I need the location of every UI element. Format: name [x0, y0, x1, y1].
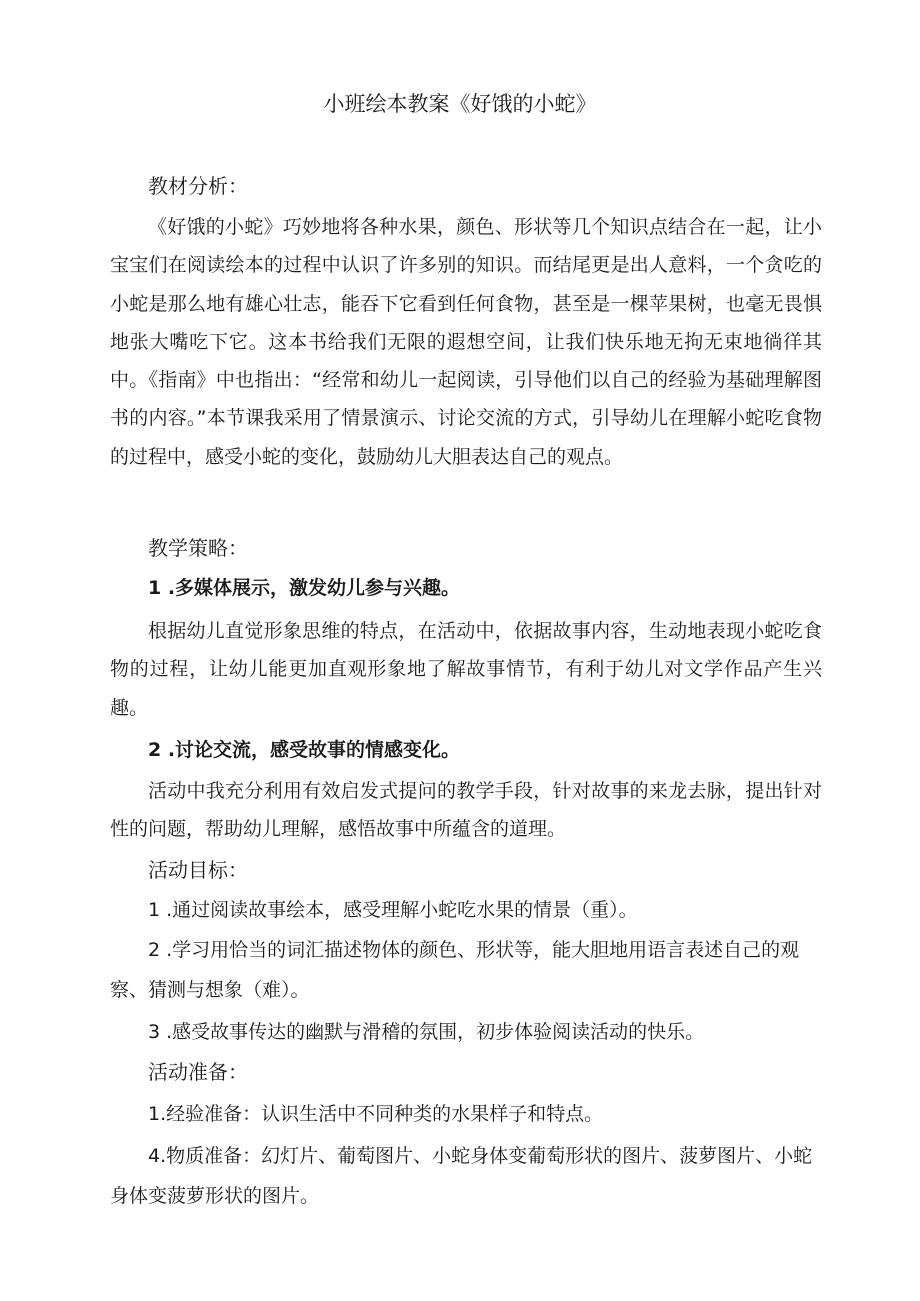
- goal-item-1: 1 .通过阅读故事绘本，感受理解小蛇吃水果的情景（重）。: [148, 899, 638, 921]
- document-title: 小班绘本教案《好饿的小蛇》: [323, 92, 597, 116]
- strategy-point-2-text: 活动中我充分利用有效启发式提问的教学手段，针对故事的来龙去脉，提出针对性的问题，帮助幼儿理解，感悟故事中所蕴含的道理。: [110, 780, 822, 841]
- prep-item-1: 1.经验准备：认识生活中不同种类的水果样子和特点。: [148, 1103, 604, 1125]
- goal-item-3: 3 .感受故事传达的幽默与滑稽的氛围，初步体验阅读活动的快乐。: [148, 1021, 705, 1043]
- section-heading-strategy: 教学策略：: [148, 536, 248, 560]
- section-heading-goals: 活动目标：: [148, 858, 248, 882]
- strategy-point-2-title: 2 .讨论交流，感受故事的情感变化。: [148, 739, 461, 761]
- section-heading-analysis: 教材分析：: [148, 174, 248, 198]
- goal-item-2: 2 .学习用恰当的词汇描述物体的颜色、形状等，能大胆地用语言表述自己的观察、猜测与想象（难）。: [110, 939, 800, 1001]
- analysis-paragraph: 《好饿的小蛇》巧妙地将各种水果，颜色、形状等几个知识点结合在一起，让小宝宝们在阅读绘本的过程中认识了许多别的知识。而结尾更是出人意料，一个贪吃的小蛇是那么地有雄心壮志，能吞下它看到任何食物，甚至是一棵苹果树，也毫无畏惧地张大嘴吃下它。这本书给我们无限的遐想空间，让我们快乐地无拘无束地徜徉其中。《指南》中也指出：“经常和幼儿一起阅读，引导他们以自己的经验为基础理解图书的内容。”本节课我采用了情景演示、讨论交流的方式，引导幼儿在理解小蛇吃食物的过程中，感受小蛇的变化，鼓励幼儿大胆表达自己的观点。: [110, 216, 822, 468]
- section-heading-prep: 活动准备：: [148, 1060, 248, 1084]
- strategy-point-1-title: 1 .多媒体展示，激发幼儿参与兴趣。: [148, 577, 461, 599]
- strategy-point-1-text: 根据幼儿直觉形象思维的特点，在活动中，依据故事内容，生动地表现小蛇吃食物的过程，让幼儿能更加直观形象地了解故事情节，有利于幼儿对文学作品产生兴趣。: [110, 620, 822, 719]
- prep-item-2: 4.物质准备：幻灯片、葡萄图片、小蛇身体变葡萄形状的图片、菠萝图片、小蛇身体变菠萝形状的图片。: [110, 1145, 813, 1207]
